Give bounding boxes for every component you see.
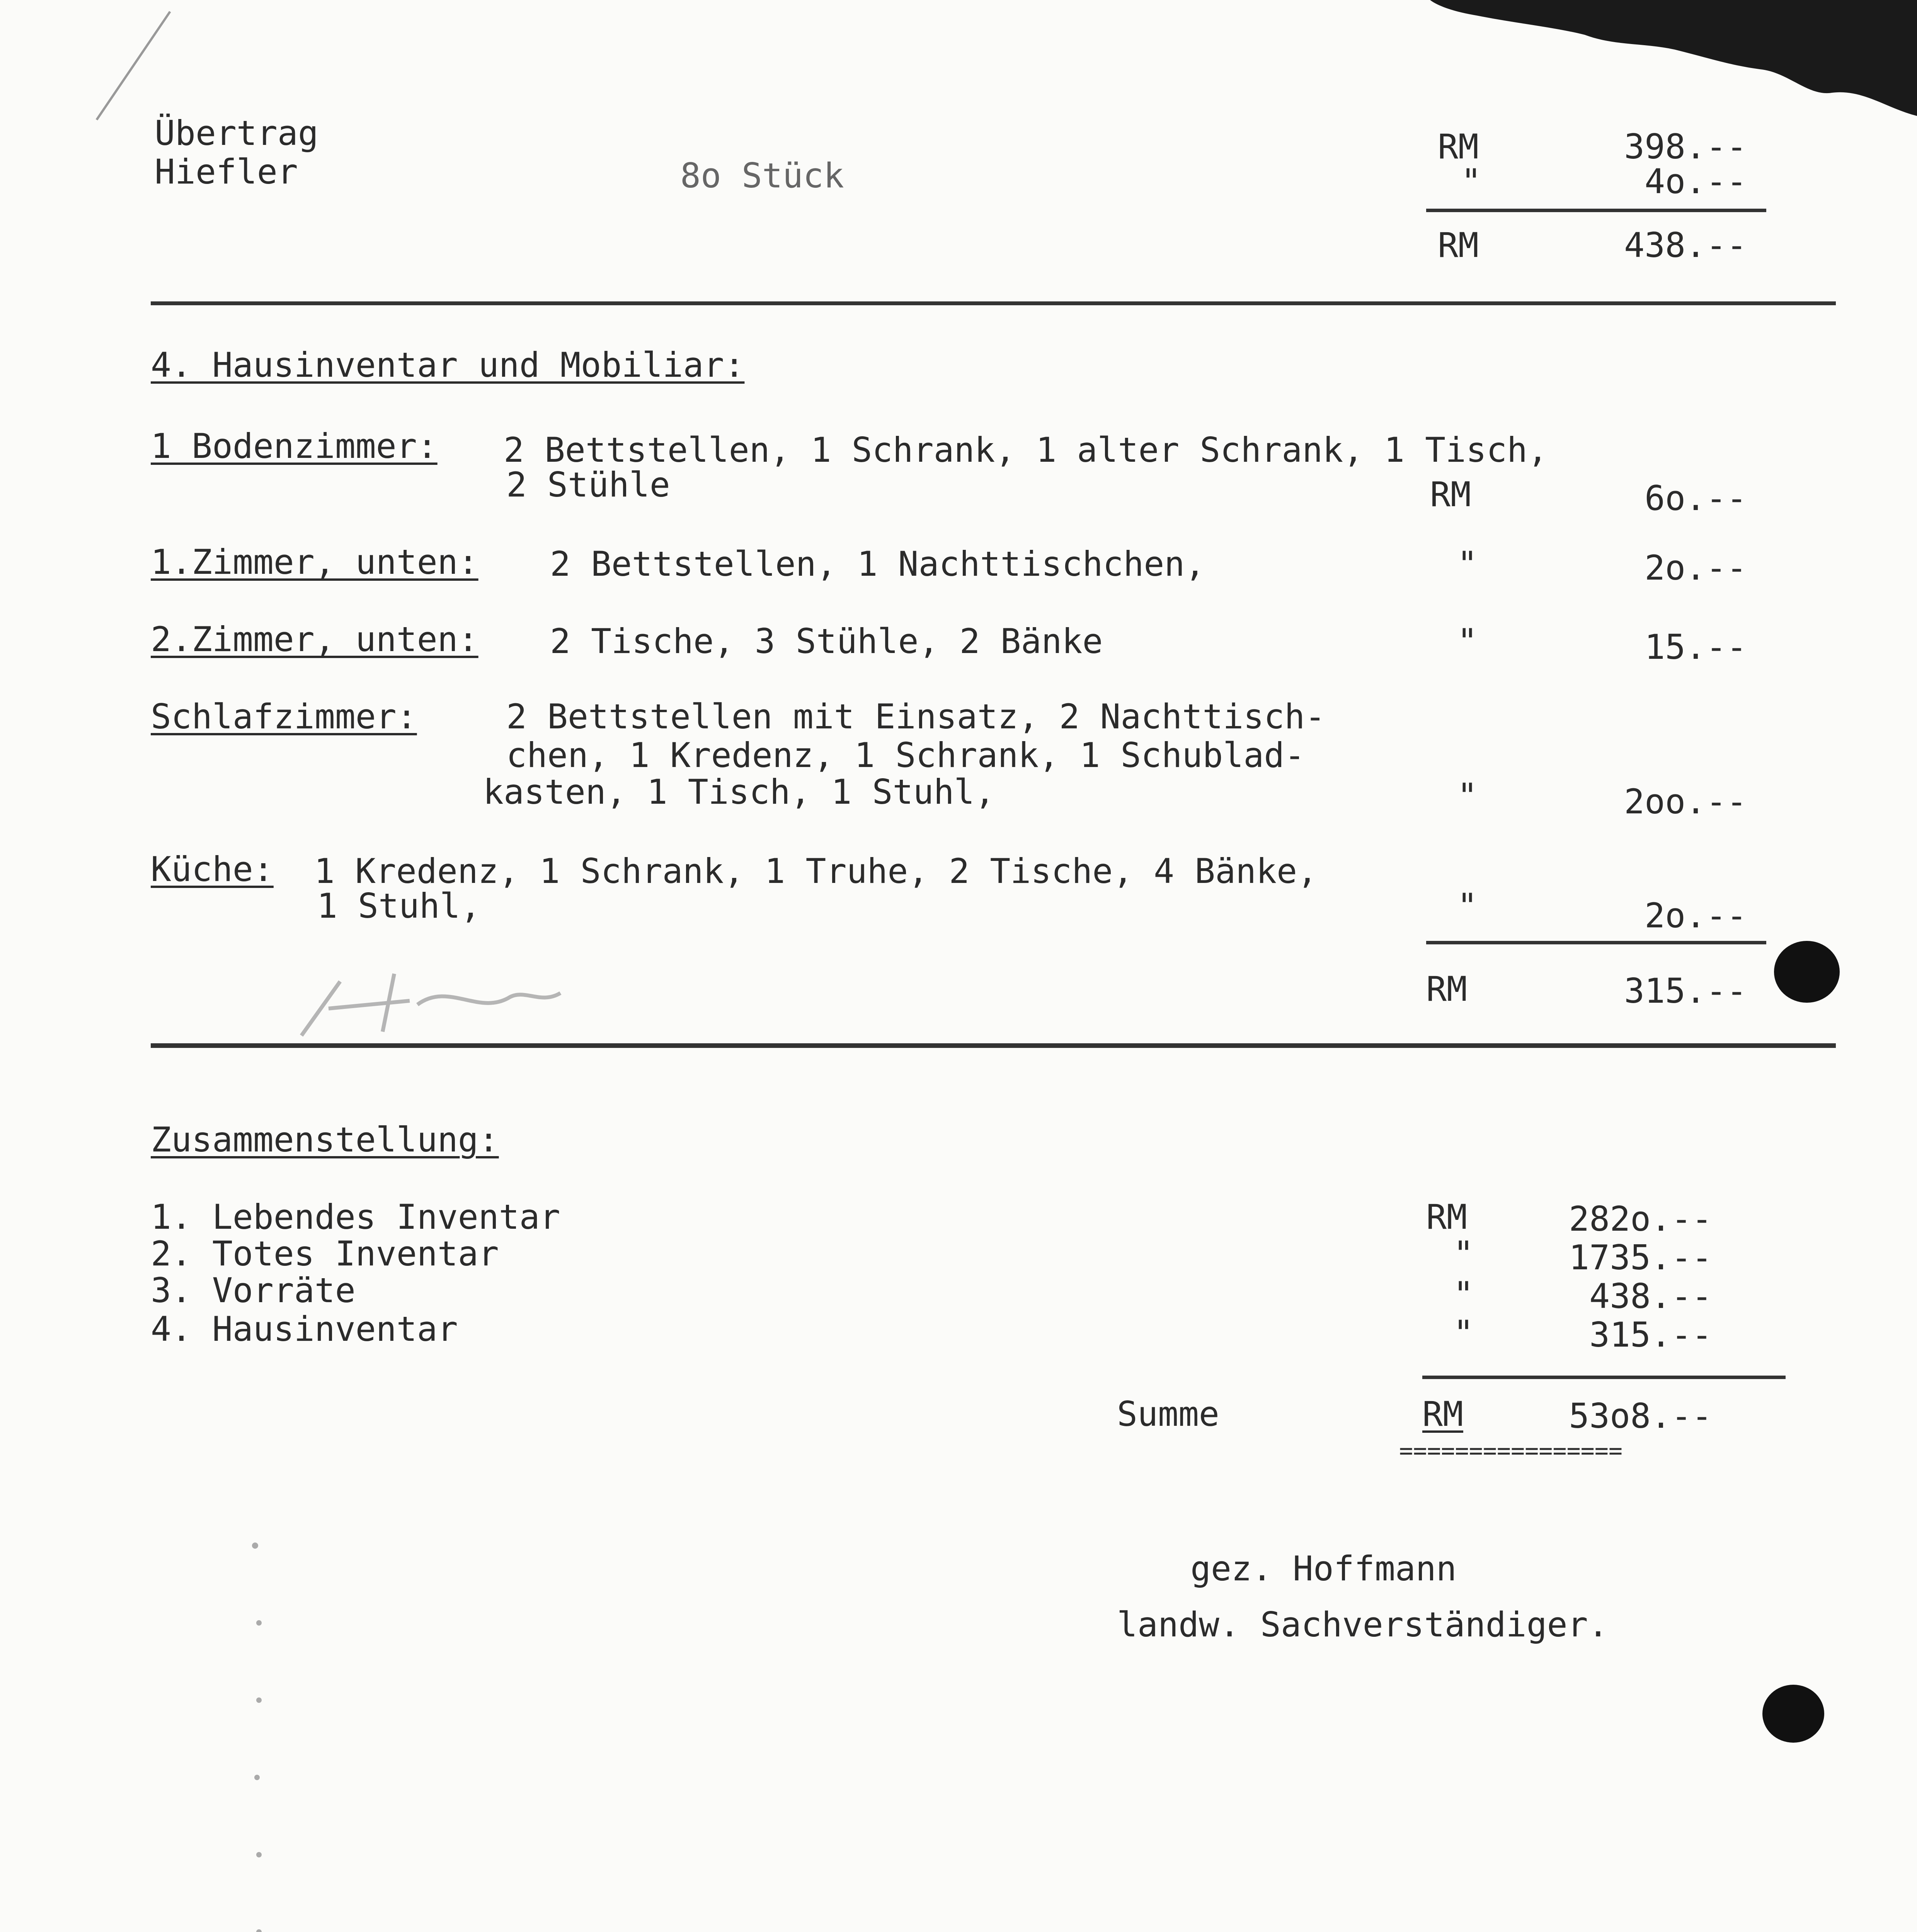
signature-name: gez. Hoffmann xyxy=(1190,1549,1457,1588)
item-label-zimmer-2: 2.Zimmer, unten: xyxy=(151,619,478,659)
summary-row-amount-1: 282o.-- xyxy=(1569,1199,1712,1239)
item-text-schlafzimmer-3: kasten, 1 Tisch, 1 Stuhl, xyxy=(483,772,995,812)
summary-row-label-2: 2. Totes Inventar xyxy=(151,1234,499,1274)
summary-row-currency-3: " xyxy=(1453,1274,1474,1314)
summary-double-rule: ================ xyxy=(1399,1437,1622,1464)
section-divider-1 xyxy=(151,301,1836,305)
section-total-currency: RM xyxy=(1426,969,1467,1009)
ink-blot-2 xyxy=(1762,1685,1824,1743)
summary-sum-amount: 53o8.-- xyxy=(1569,1396,1712,1436)
summary-heading: Zusammenstellung: xyxy=(151,1120,499,1160)
summary-row-currency-1: RM xyxy=(1426,1197,1467,1237)
item-text-kueche: 1 Kredenz, 1 Schrank, 1 Truhe, 2 Tische, 4 Bänke, xyxy=(294,851,1318,891)
item-amount-kueche: 2o.-- xyxy=(1645,896,1747,935)
item-amount-bodenzimmer: 6o.-- xyxy=(1645,478,1747,518)
carry-amount-1: 398.-- xyxy=(1624,127,1747,167)
section-divider-2 xyxy=(151,1043,1836,1048)
item-text-zimmer-2: 2 Tische, 3 Stühle, 2 Bänke xyxy=(529,621,1103,661)
carry-label: Übertrag xyxy=(155,113,318,153)
item-currency-bodenzimmer: RM xyxy=(1430,474,1471,514)
item-text-kueche-2: 1 Stuhl, xyxy=(317,886,481,926)
summary-row-label-3: 3. Vorräte xyxy=(151,1270,356,1310)
item-label-schlafzimmer: Schlafzimmer: xyxy=(151,697,417,736)
item-text-bodenzimmer: 2 Bettstellen, 1 Schrank, 1 alter Schrank, 1 Tisch, xyxy=(483,430,1548,470)
carry-subtotal-rule xyxy=(1426,209,1766,212)
item-label-kueche: Küche: xyxy=(151,849,274,889)
item-text-schlafzimmer-2: chen, 1 Kredenz, 1 Schrank, 1 Schublad- xyxy=(506,735,1305,775)
item-amount-schlafzimmer: 2oo.-- xyxy=(1624,782,1747,821)
summary-row-label-1: 1. Lebendes Inventar xyxy=(151,1197,560,1237)
summary-row-currency-2: " xyxy=(1453,1234,1474,1274)
item-currency-zimmer-2: " xyxy=(1457,621,1478,661)
torn-corner xyxy=(1430,0,1917,128)
summary-row-amount-3: 438.-- xyxy=(1589,1276,1712,1316)
summary-row-amount-4: 315.-- xyxy=(1589,1315,1712,1355)
item-currency-zimmer-1: " xyxy=(1457,544,1478,584)
carry-currency-1: RM xyxy=(1438,127,1479,167)
item-amount-zimmer-2: 15.-- xyxy=(1645,627,1747,667)
carry-count: 8o Stück xyxy=(680,156,844,196)
carry-total-amount: 438.-- xyxy=(1624,225,1747,265)
section-heading: 4. Hausinventar und Mobiliar: xyxy=(151,345,745,385)
carry-amount-2: 4o.-- xyxy=(1645,162,1747,201)
item-text-bodenzimmer-2: 2 Stühle xyxy=(506,465,670,505)
summary-rule xyxy=(1422,1376,1786,1379)
margin-dots xyxy=(216,1526,294,1932)
item-currency-schlafzimmer: " xyxy=(1457,776,1478,816)
summary-sum-currency: RM xyxy=(1422,1394,1463,1434)
carry-currency-2: " xyxy=(1461,162,1481,201)
section-total-amount: 315.-- xyxy=(1624,971,1747,1011)
signature-title: landw. Sachverständiger. xyxy=(1117,1605,1609,1645)
carry-total-currency: RM xyxy=(1438,225,1479,265)
item-label-bodenzimmer: 1 Bodenzimmer: xyxy=(151,426,438,466)
summary-row-label-4: 4. Hausinventar xyxy=(151,1309,458,1349)
item-amount-zimmer-1: 2o.-- xyxy=(1645,548,1747,588)
ink-blot xyxy=(1774,941,1840,1003)
handwritten-scribble xyxy=(294,958,564,1043)
carry-name: Hiefler xyxy=(155,152,298,192)
item-text-zimmer-1: 2 Bettstellen, 1 Nachttischchen, xyxy=(529,544,1205,584)
item-label-zimmer-1: 1.Zimmer, unten: xyxy=(151,542,478,582)
summary-sum-label: Summe xyxy=(1117,1394,1219,1434)
summary-row-amount-2: 1735.-- xyxy=(1569,1238,1712,1277)
summary-row-currency-4: " xyxy=(1453,1313,1474,1353)
pencil-stroke xyxy=(89,8,174,124)
section-subtotal-rule xyxy=(1426,941,1766,944)
item-text-schlafzimmer: 2 Bettstellen mit Einsatz, 2 Nachttisch- xyxy=(506,697,1326,736)
item-currency-kueche: " xyxy=(1457,886,1478,926)
